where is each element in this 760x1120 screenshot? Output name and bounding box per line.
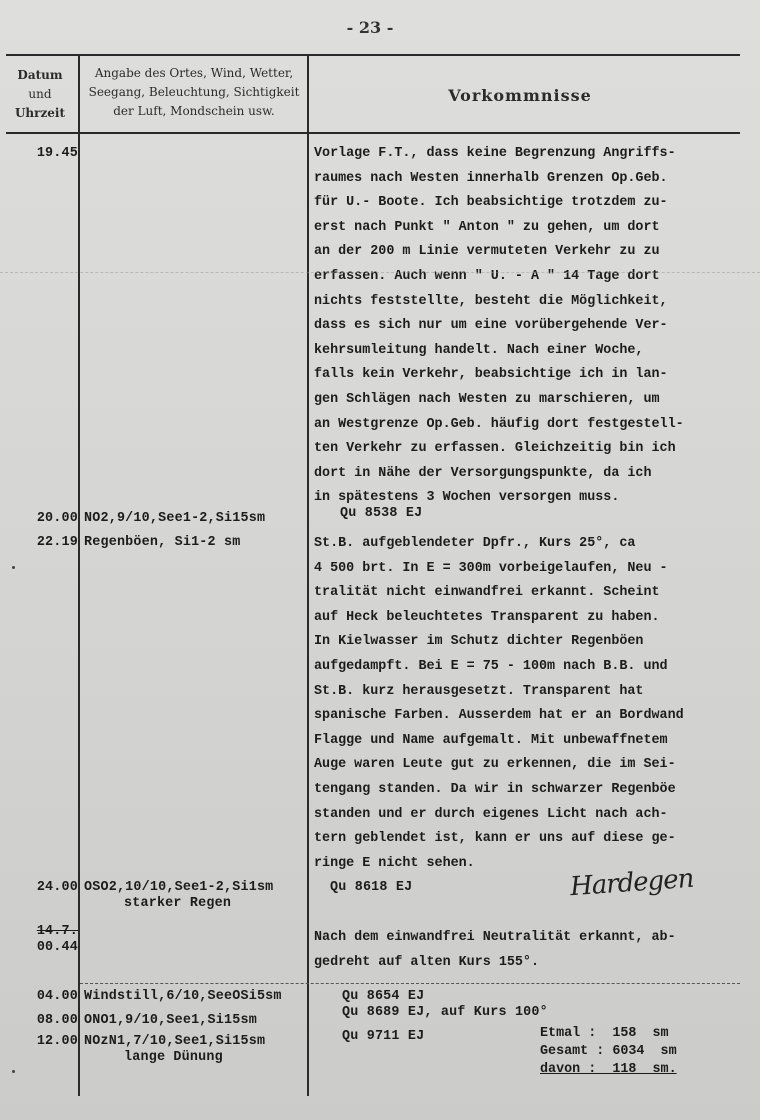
narrative-line: gen Schlägen nach Westen zu marschieren, um	[314, 391, 660, 407]
narrative-line: gedreht auf alten Kurs 155°.	[314, 954, 539, 970]
time-0800: 08.00	[36, 1013, 78, 1028]
header-datum	[6, 66, 74, 123]
narrative-line: tern geblendet ist, kann er uns auf diese ge-	[314, 831, 676, 847]
narrative-line: St.B. aufgeblendeter Dpfr., Kurs 25°, ca	[314, 536, 636, 551]
narrative-line: Vorlage F.T., dass keine Begrenzung Angriffs-	[314, 146, 676, 161]
header-top-rule	[6, 54, 740, 56]
narrative-line: erfassen. Auch wenn " U. - A " 14 Tage dort	[314, 268, 660, 284]
margin-mark	[12, 566, 15, 569]
narrative-2219	[314, 532, 754, 876]
narrative-line: dort in Nähe der Versorgungspunkte, da ich	[314, 465, 652, 481]
narrative-line: ringe E nicht sehen.	[314, 855, 475, 871]
total-gesamt: Gesamt : 6034 sm	[540, 1044, 677, 1059]
time-2400: 24.00	[36, 880, 78, 895]
narrative-line: aufgedampft. Bei E = 75 - 100m nach B.B. und	[314, 658, 668, 674]
time-0044: 00.44	[36, 940, 78, 955]
margin-mark	[12, 1070, 15, 1073]
narrative-line: an Westgrenze Op.Geb. häufig dort festgestell-	[314, 416, 684, 432]
total-davon: davon : 118 sm.	[540, 1062, 677, 1077]
weather-1200-swell: lange Dünung	[124, 1050, 223, 1065]
position-1200: Qu 9711 EJ	[342, 1029, 425, 1044]
header-datum-line1: Datum	[17, 68, 63, 82]
commander-signature: Hardegen	[569, 863, 695, 903]
date-14-7: 14.7.	[36, 924, 78, 939]
narrative-line: auf Heck beleuchtetes Transparent zu haben.	[314, 609, 660, 625]
narrative-line: standen und er durch eigenes Licht nach ach-	[314, 806, 668, 822]
header-angabe	[84, 64, 304, 121]
time-2000: 20.00	[36, 511, 78, 526]
narrative-line: raumes nach Westen innerhalb Grenzen Op.Geb.	[314, 170, 668, 186]
header-bottom-rule	[6, 132, 740, 134]
column-divider-2	[307, 56, 309, 1096]
header-angabe-line3: der Luft, Mondschein usw.	[113, 104, 275, 118]
position-2400: Qu 8618 EJ	[330, 880, 413, 895]
narrative-line: Auge waren Leute gut zu erkennen, die im Sei-	[314, 757, 676, 773]
position-0800: Qu 8689 EJ, auf Kurs 100°	[342, 1005, 548, 1020]
narrative-line: Nach dem einwandfrei Neutralität erkannt, ab-	[314, 930, 676, 945]
page-number: - 23 -	[346, 18, 394, 37]
narrative-line: dass es sich nur um eine vorübergehende Ver-	[314, 318, 668, 334]
narrative-line: für U.- Boote. Ich beabsichtige trotzdem zu-	[314, 195, 668, 211]
weather-2400: OSO2,10/10,See1-2,Si1sm	[84, 880, 274, 895]
narrative-line: tengang standen. Da wir in schwarzer Regenböe	[314, 781, 676, 797]
column-divider-1	[78, 56, 80, 1096]
total-etmal: Etmal : 158 sm	[540, 1026, 669, 1041]
header-datum-line3: Uhrzeit	[14, 106, 66, 120]
narrative-line: falls kein Verkehr, beabsichtige ich in lan-	[314, 367, 668, 383]
weather-1200: NOzN1,7/10,See1,Si15sm	[84, 1034, 266, 1049]
weather-2400-rain: starker Regen	[124, 896, 232, 911]
time-2219: 22.19	[36, 535, 78, 550]
narrative-0044	[314, 926, 754, 975]
time-1200: 12.00	[36, 1034, 78, 1049]
position-0400: Qu 8654 EJ	[342, 989, 425, 1004]
weather-2219: Regenböen, Si1-2 sm	[84, 535, 241, 550]
narrative-line: In Kielwasser im Schutz dichter Regenböen	[314, 634, 644, 650]
weather-0400: Windstill,6/10,SeeOSi5sm	[84, 989, 282, 1004]
narrative-line: nichts feststellte, besteht die Möglichkeit,	[314, 293, 668, 309]
narrative-line: spanische Farben. Ausserdem hat er an Bordwand	[314, 708, 684, 724]
weather-0800: ONO1,9/10,See1,Si15sm	[84, 1013, 257, 1028]
position-2000: Qu 8538 EJ	[340, 506, 423, 521]
narrative-line: erst nach Punkt " Anton " zu gehen, um dort	[314, 219, 660, 235]
separator-line	[0, 272, 760, 273]
narrative-line: St.B. kurz herausgesetzt. Transparent hat	[314, 683, 644, 699]
narrative-line: an der 200 m Linie vermuteten Verkehr zu zu	[314, 244, 660, 260]
narrative-line: in spätestens 3 Wochen versorgen muss.	[314, 490, 620, 506]
separator-line	[80, 983, 740, 984]
narrative-line: ten Verkehr zu erfassen. Gleichzeitig bin ich	[314, 441, 676, 457]
narrative-1945	[314, 142, 754, 511]
header-datum-line2: und	[28, 87, 52, 101]
time-1945: 19.45	[36, 146, 78, 161]
narrative-line: 4 500 brt. In E = 300m vorbeigelaufen, Neu -	[314, 560, 668, 576]
weather-2000: NO2,9/10,See1-2,Si15sm	[84, 511, 266, 526]
header-angabe-line2: Seegang, Beleuchtung, Sichtigkeit	[88, 85, 300, 99]
narrative-line: Flagge und Name aufgemalt. Mit unbewaffnetem	[314, 732, 668, 748]
time-0400: 04.00	[36, 989, 78, 1004]
narrative-line: kehrsumleitung handelt. Nach einer Woche,	[314, 342, 644, 358]
header-angabe-line1: Angabe des Ortes, Wind, Wetter,	[94, 66, 294, 80]
narrative-line: tralität nicht einwandfrei erkannt. Scheint	[314, 585, 660, 601]
header-vorkommnisse: Vorkommnisse	[448, 86, 592, 105]
